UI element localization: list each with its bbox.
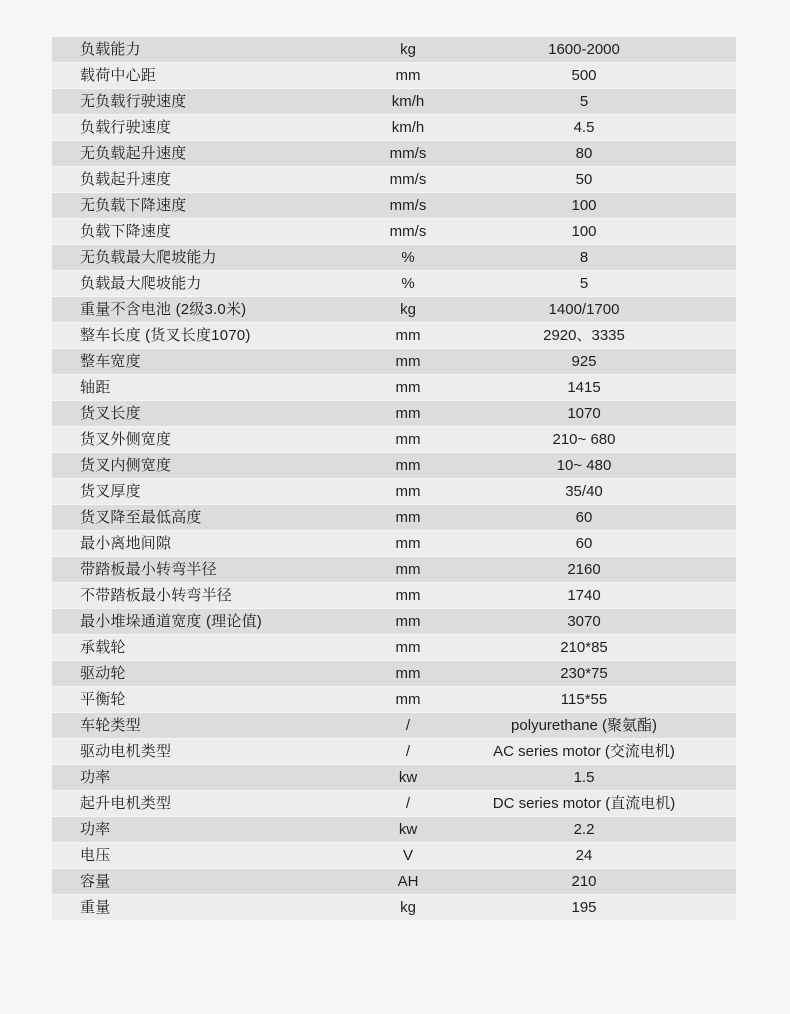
unit-label: km/h [391, 119, 425, 136]
parameter-label: 无负载最大爬坡能力 [80, 249, 217, 266]
unit-label: mm [395, 613, 421, 630]
unit-label: mm/s [389, 145, 427, 162]
table-row [52, 245, 736, 270]
table-row [52, 635, 736, 660]
parameter-label: 负载行驶速度 [80, 119, 172, 136]
unit-label: km/h [391, 93, 425, 110]
value-label: 925 [571, 353, 597, 370]
value-label: 60 [575, 535, 593, 552]
value-label: polyurethane (聚氨酯) [511, 717, 657, 734]
value-label: 1415 [567, 379, 601, 396]
value-label: 5 [579, 93, 589, 110]
unit-label: / [405, 717, 411, 734]
parameter-label: 负载起升速度 [80, 171, 172, 188]
table-row [52, 479, 736, 504]
unit-label: kw [398, 769, 418, 786]
parameter-label: 最小离地间隙 [80, 535, 172, 552]
unit-label: kw [398, 821, 418, 838]
value-label: 2160 [567, 561, 601, 578]
parameter-label: 容量 [80, 873, 111, 890]
table-row [52, 323, 736, 348]
value-label: 500 [571, 67, 597, 84]
parameter-label: 最小堆垛通道宽度 (理论值) [80, 613, 262, 630]
parameter-label: 负载最大爬坡能力 [80, 275, 202, 292]
unit-label: / [405, 795, 411, 812]
unit-label: mm [395, 535, 421, 552]
parameter-label: 功率 [80, 821, 111, 838]
value-label: 1400/1700 [548, 301, 620, 318]
value-label: DC series motor (直流电机) [492, 795, 676, 812]
value-label: AC series motor (交流电机) [493, 743, 675, 760]
value-label: 35/40 [565, 483, 603, 500]
table-row [52, 193, 736, 218]
unit-label: mm [395, 67, 421, 84]
value-label: 1740 [567, 587, 601, 604]
table-row [52, 115, 736, 140]
table-row [52, 375, 736, 400]
table-row [52, 401, 736, 426]
parameter-label: 不带踏板最小转弯半径 [80, 587, 233, 604]
unit-label: kg [400, 899, 416, 916]
parameter-label: 负载能力 [80, 41, 141, 58]
parameter-label: 整车宽度 [80, 353, 141, 370]
unit-label: AH [397, 873, 419, 890]
parameter-label: 无负载行驶速度 [80, 93, 187, 110]
value-label: 2920、3335 [543, 327, 625, 344]
table-row [52, 557, 736, 582]
parameter-label: 货叉内侧宽度 [80, 457, 172, 474]
unit-label: mm [395, 509, 421, 526]
table-row [52, 89, 736, 114]
value-label: 230*75 [560, 665, 608, 682]
parameter-label: 电压 [80, 847, 111, 864]
table-row [52, 843, 736, 868]
value-label: 10~ 480 [556, 457, 612, 474]
value-label: 1070 [567, 405, 601, 422]
unit-label: V [402, 847, 413, 864]
unit-label: mm [395, 587, 421, 604]
table-row [52, 739, 736, 764]
parameter-label: 无负载起升速度 [80, 145, 187, 162]
parameter-label: 驱动电机类型 [80, 743, 172, 760]
unit-label: / [405, 743, 411, 760]
table-row [52, 427, 736, 452]
parameter-label: 轴距 [80, 379, 111, 396]
table-row [52, 505, 736, 530]
table-row [52, 817, 736, 842]
table-row [52, 297, 736, 322]
unit-label: % [401, 249, 415, 266]
parameter-label: 重量 [80, 899, 111, 916]
unit-label: kg [400, 301, 416, 318]
parameter-label: 车轮类型 [80, 717, 141, 734]
value-label: 24 [575, 847, 593, 864]
parameter-label: 重量不含电池 (2级3.0米) [80, 301, 247, 318]
table-row [52, 765, 736, 790]
unit-label: mm/s [389, 223, 427, 240]
unit-label: mm [395, 327, 421, 344]
table-row [52, 609, 736, 634]
table-row [52, 583, 736, 608]
value-label: 5 [579, 275, 589, 292]
table-row [52, 219, 736, 244]
parameter-label: 载荷中心距 [80, 67, 157, 84]
table-row [52, 791, 736, 816]
table-row [52, 453, 736, 478]
value-label: 1.5 [573, 769, 595, 786]
unit-label: mm [395, 691, 421, 708]
parameter-label: 起升电机类型 [80, 795, 172, 812]
value-label: 115*55 [560, 691, 608, 708]
table-row [52, 63, 736, 88]
value-label: 8 [579, 249, 589, 266]
table-row [52, 349, 736, 374]
value-label: 210~ 680 [552, 431, 616, 448]
unit-label: mm [395, 561, 421, 578]
parameter-label: 货叉降至最低高度 [80, 509, 202, 526]
unit-label: mm/s [389, 197, 427, 214]
unit-label: % [401, 275, 415, 292]
spec-table [52, 37, 736, 921]
parameter-label: 负载下降速度 [80, 223, 172, 240]
value-label: 60 [575, 509, 593, 526]
parameter-label: 货叉外侧宽度 [80, 431, 172, 448]
parameter-label: 货叉长度 [80, 405, 141, 422]
unit-label: mm [395, 353, 421, 370]
value-label: 100 [571, 223, 597, 240]
unit-label: mm [395, 379, 421, 396]
unit-label: kg [400, 41, 416, 58]
value-label: 3070 [567, 613, 601, 630]
table-row [52, 141, 736, 166]
table-row [52, 661, 736, 686]
unit-label: mm/s [389, 171, 427, 188]
parameter-label: 带踏板最小转弯半径 [80, 561, 217, 578]
value-label: 100 [571, 197, 597, 214]
value-label: 4.5 [573, 119, 595, 136]
unit-label: mm [395, 457, 421, 474]
unit-label: mm [395, 431, 421, 448]
unit-label: mm [395, 639, 421, 656]
parameter-label: 承载轮 [80, 639, 126, 656]
unit-label: mm [395, 405, 421, 422]
table-row [52, 713, 736, 738]
table-row [52, 37, 736, 62]
value-label: 210 [571, 873, 597, 890]
table-row [52, 687, 736, 712]
value-label: 2.2 [573, 821, 595, 838]
unit-label: mm [395, 483, 421, 500]
parameter-label: 平衡轮 [80, 691, 126, 708]
table-row [52, 895, 736, 920]
parameter-label: 整车长度 (货叉长度1070) [80, 327, 251, 344]
parameter-label: 无负载下降速度 [80, 197, 187, 214]
parameter-label: 货叉厚度 [80, 483, 141, 500]
table-row [52, 167, 736, 192]
table-row [52, 869, 736, 894]
parameter-label: 驱动轮 [80, 665, 126, 682]
value-label: 195 [571, 899, 597, 916]
value-label: 1600-2000 [548, 41, 620, 58]
table-row [52, 531, 736, 556]
table-row [52, 271, 736, 296]
unit-label: mm [395, 665, 421, 682]
parameter-label: 功率 [80, 769, 111, 786]
value-label: 210*85 [560, 639, 608, 656]
value-label: 80 [575, 145, 593, 162]
value-label: 50 [575, 171, 593, 188]
